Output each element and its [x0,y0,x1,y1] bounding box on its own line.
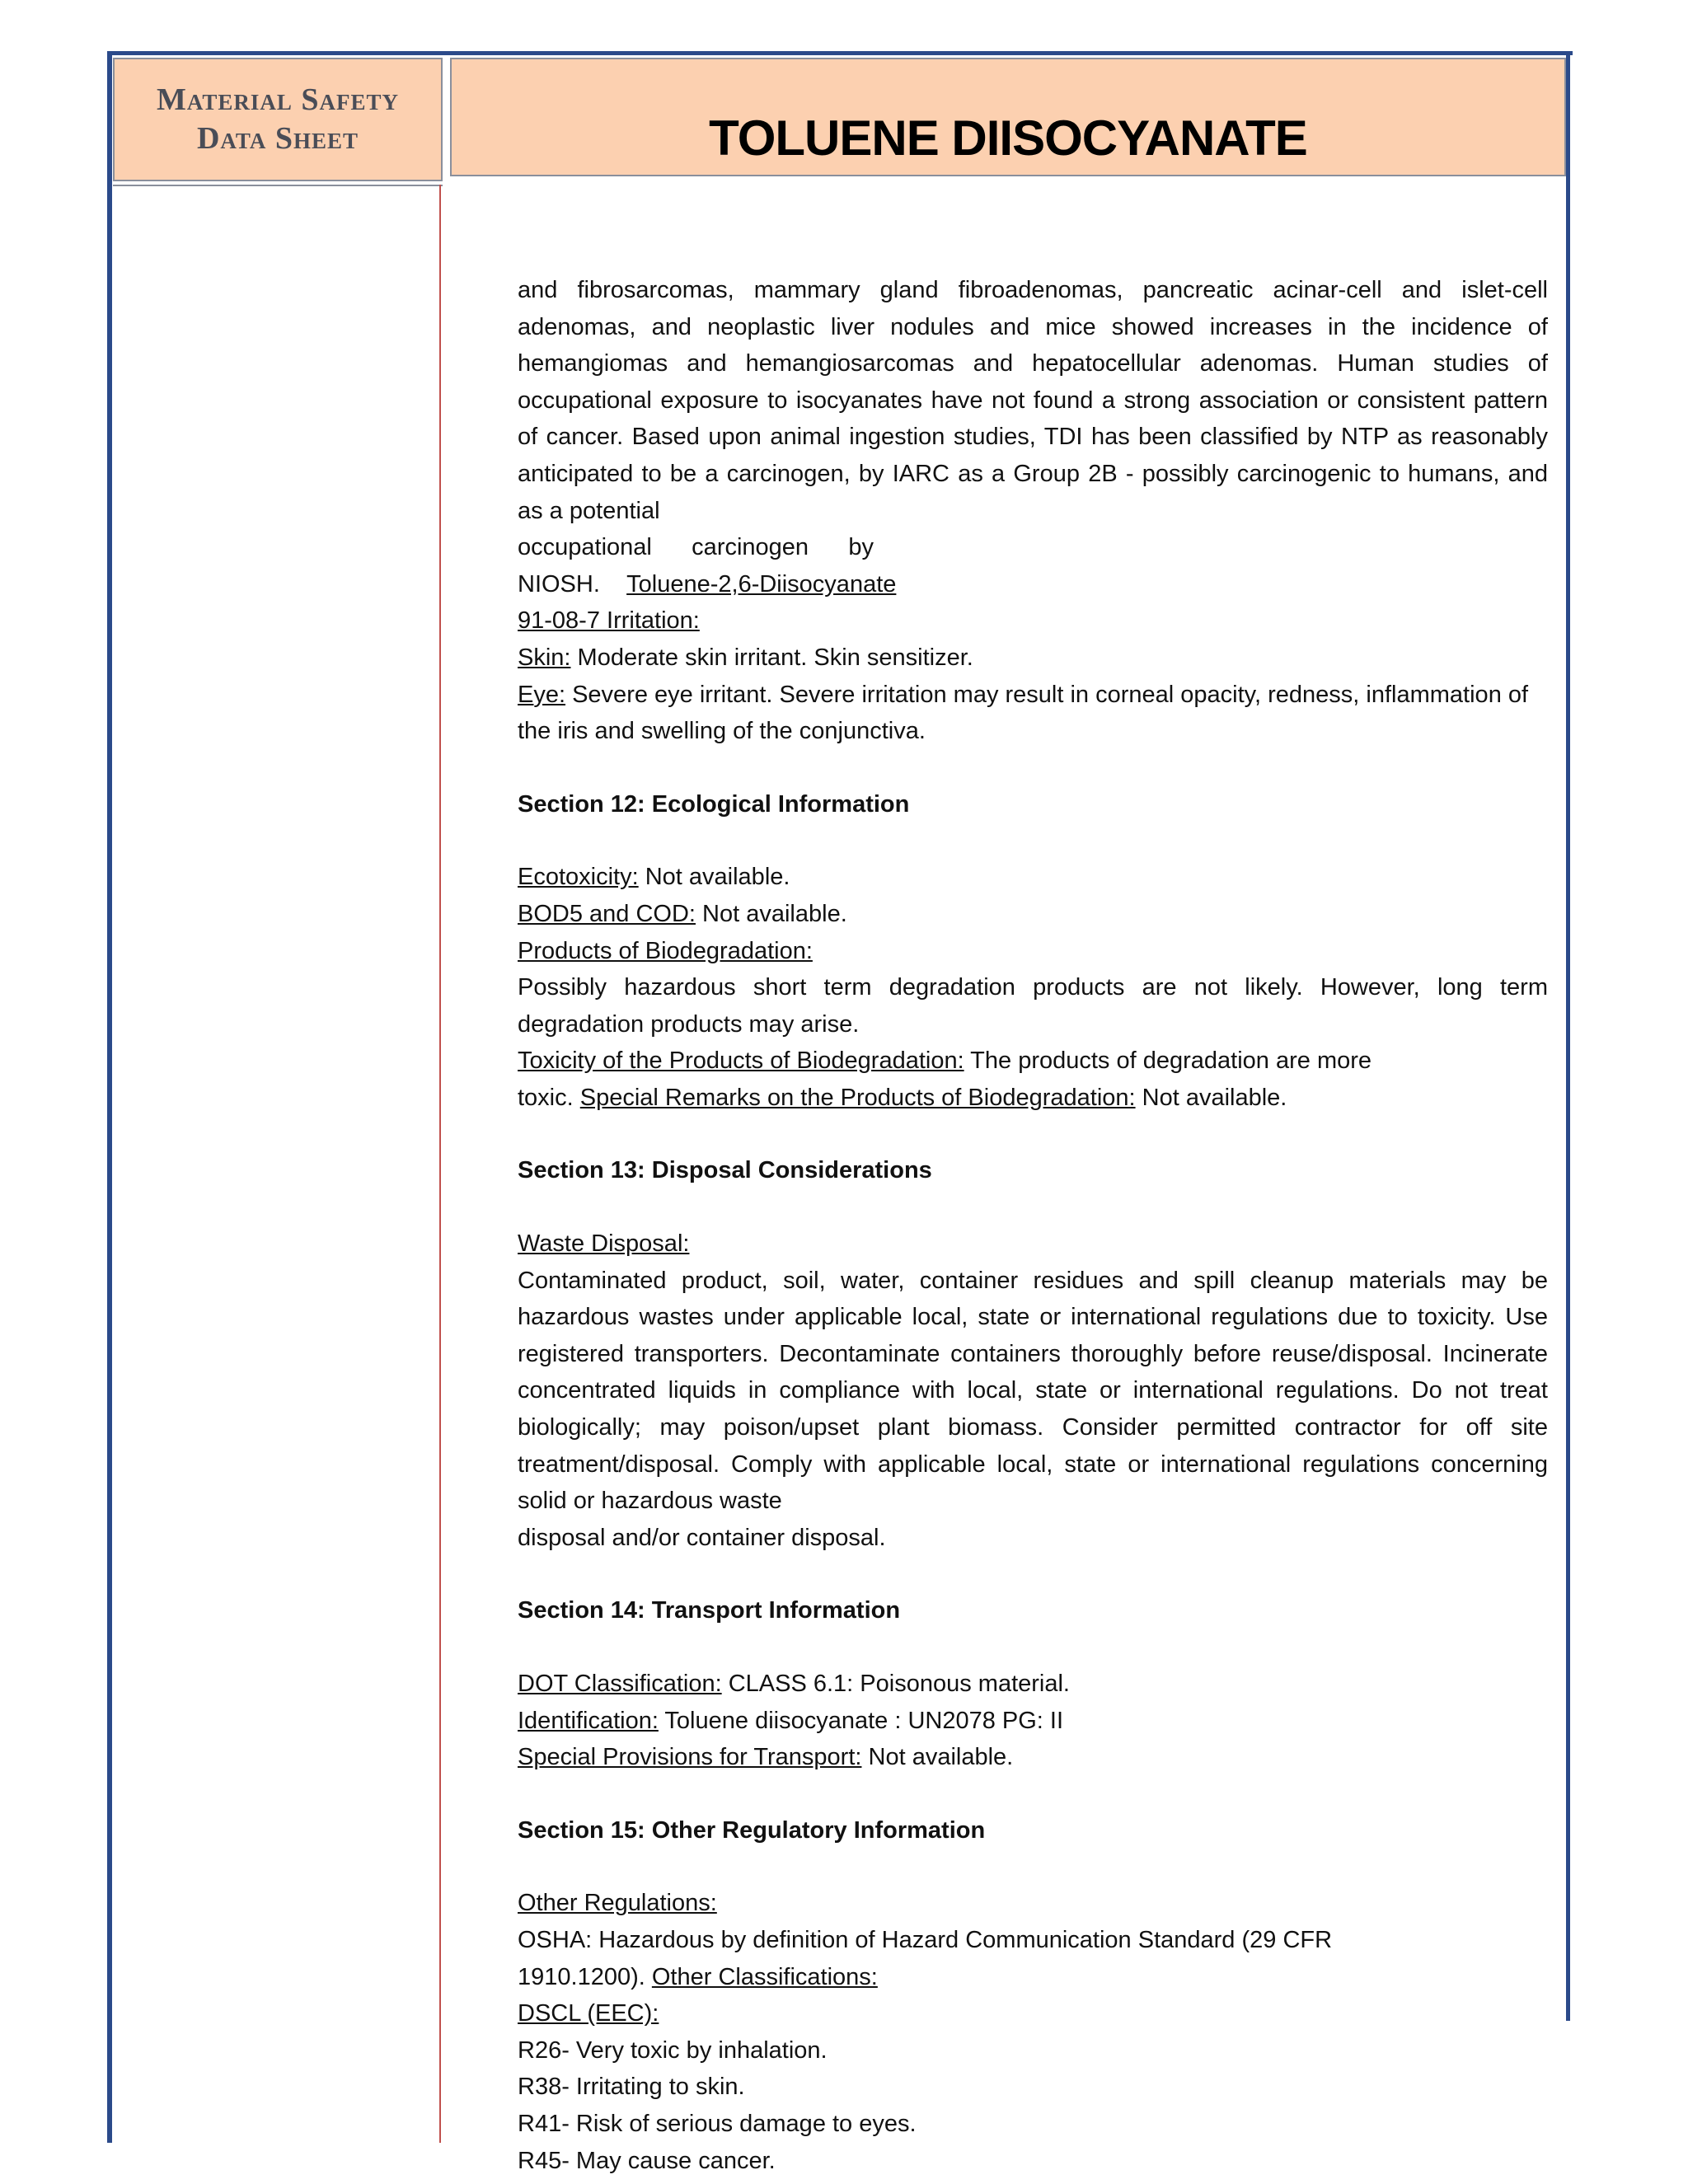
sidebar-border [439,185,441,2143]
remarks-text: Not available. [1135,1084,1287,1111]
label-line-1: Material Safety [156,82,400,117]
page-frame-left [107,51,112,2143]
niosh-line [518,566,1548,603]
skin-text: Moderate skin irritant. Skin sensitizer. [570,644,973,671]
products-label: Products of Biodegradation: [518,937,813,964]
risk-r26: R26- Very toxic by inhalation. [518,2036,828,2064]
risk-r45: R45- May cause cancer. [518,2147,776,2174]
special-provisions-label: Special Provisions for Transport: [518,1744,862,1771]
ecotoxicity-line [518,859,1548,896]
sidebar-divider [113,185,443,186]
toxicity-products-label: Toxicity of the Products of Biodegradation: [518,1047,964,1075]
remarks-line [518,1080,1548,1117]
document-type-label [113,58,443,181]
section-14-heading: Section 14: Transport Information [518,1597,901,1624]
page-title: TOLUENE DIISOCYANATE [709,110,1307,166]
document-body [518,272,1548,2179]
dot-line [518,1666,1548,1703]
waste-disposal-last: disposal and/or container disposal. [518,1524,886,1551]
risk-r41: R41- Risk of serious damage to eyes. [518,2110,917,2137]
identification-label: Identification: [518,1707,659,1734]
ecotoxicity-text: Not available. [638,864,790,891]
bod-text: Not available. [695,900,847,927]
section-13-heading: Section 13: Disposal Considerations [518,1157,932,1184]
waste-disposal-label: Waste Disposal: [518,1230,690,1258]
title-banner [450,58,1566,176]
cfr-end: 1910.1200). [518,1963,652,1990]
toxicity-products-line [518,1043,1548,1080]
dot-text: CLASS 6.1: Poisonous material. [721,1671,1070,1697]
osha-line: OSHA: Hazardous by definition of Hazard Communication Standard (29 CFR [518,1926,1333,1953]
identification-line [518,1703,1548,1740]
section-12-heading: Section 12: Ecological Information [518,790,910,818]
toxicity-products-text: The products of degradation are more [964,1047,1372,1075]
special-provisions-line [518,1739,1548,1776]
cas-irritation: 91-08-7 Irritation: [518,607,700,635]
cfr-line [518,1959,1548,1996]
eye-line [518,677,1548,750]
skin-line [518,640,1548,677]
other-classifications-label: Other Classifications: [651,1963,878,1990]
niosh-text: NIOSH. [518,570,600,598]
other-regulations-label: Other Regulations: [518,1890,717,1917]
eye-label: Eye: [518,681,566,708]
toxicity-paragraph: and fibrosarcomas, mammary gland fibroadenomas, pancreatic acinar-cell and islet-cell adenomas, and neoplastic liver nodules and mice showed increases in the incidence of hemangiomas and hemangiosarcomas and hepatocellular adenomas. Human studies of occupational exposure to isocyanates have not found a strong association or consistent pattern of cancer. Based upon animal ingestion studies, TDI has been classified by NTP as reasonably anticipated to be a carcinogen, by IARC as a Group 2B - possibly carcinogenic to humans, and as a potential [518,277,1548,524]
special-provisions-text: Not available. [861,1744,1014,1771]
compound-name: Toluene-2,6-Diisocyanate [626,570,897,598]
page-frame-right [1566,51,1570,2021]
label-line-2: Data Sheet [196,121,359,156]
dot-label: DOT Classification: [518,1671,722,1697]
bod-line [518,896,1548,933]
risk-r38: R38- Irritating to skin. [518,2074,745,2101]
skin-label: Skin: [518,644,571,671]
page-frame-top [107,51,1573,55]
eye-text: Severe eye irritant. Severe irritation may result in corneal opacity, redness, inflammation of the iris and swelling of the conjunctiva. [518,681,1529,745]
products-text: Possibly hazardous short term degradation products are not likely. However, long term degradation products may arise. [518,974,1548,1038]
occupational-line: occupational carcinogen by [518,534,874,561]
remarks-label: Special Remarks on the Products of Biodegradation: [579,1084,1136,1111]
toxic-word: toxic. [518,1084,580,1111]
ecotoxicity-label: Ecotoxicity: [518,864,639,891]
waste-disposal-text: Contaminated product, soil, water, container residues and spill cleanup materials may be hazardous wastes under applicable local, state or international regulations due to toxicity. Use registered transporters. Decontaminate containers thoroughly before reuse/disposal. Incinerate concentrated liquids in compliance with local, state or international regulations. Do not treat biologically; may poison/upset plant biomass. Consider permitted contractor for off site treatment/disposal. Comply with applicable local, state or international regulations concerning solid or hazardous waste [518,1267,1548,1515]
bod-label: BOD5 and COD: [518,900,696,927]
identification-text: Toluene diisocyanate : UN2078 PG: II [658,1707,1064,1734]
dscl-label: DSCL (EEC): [518,2000,659,2027]
section-15-heading: Section 15: Other Regulatory Information [518,1816,986,1844]
